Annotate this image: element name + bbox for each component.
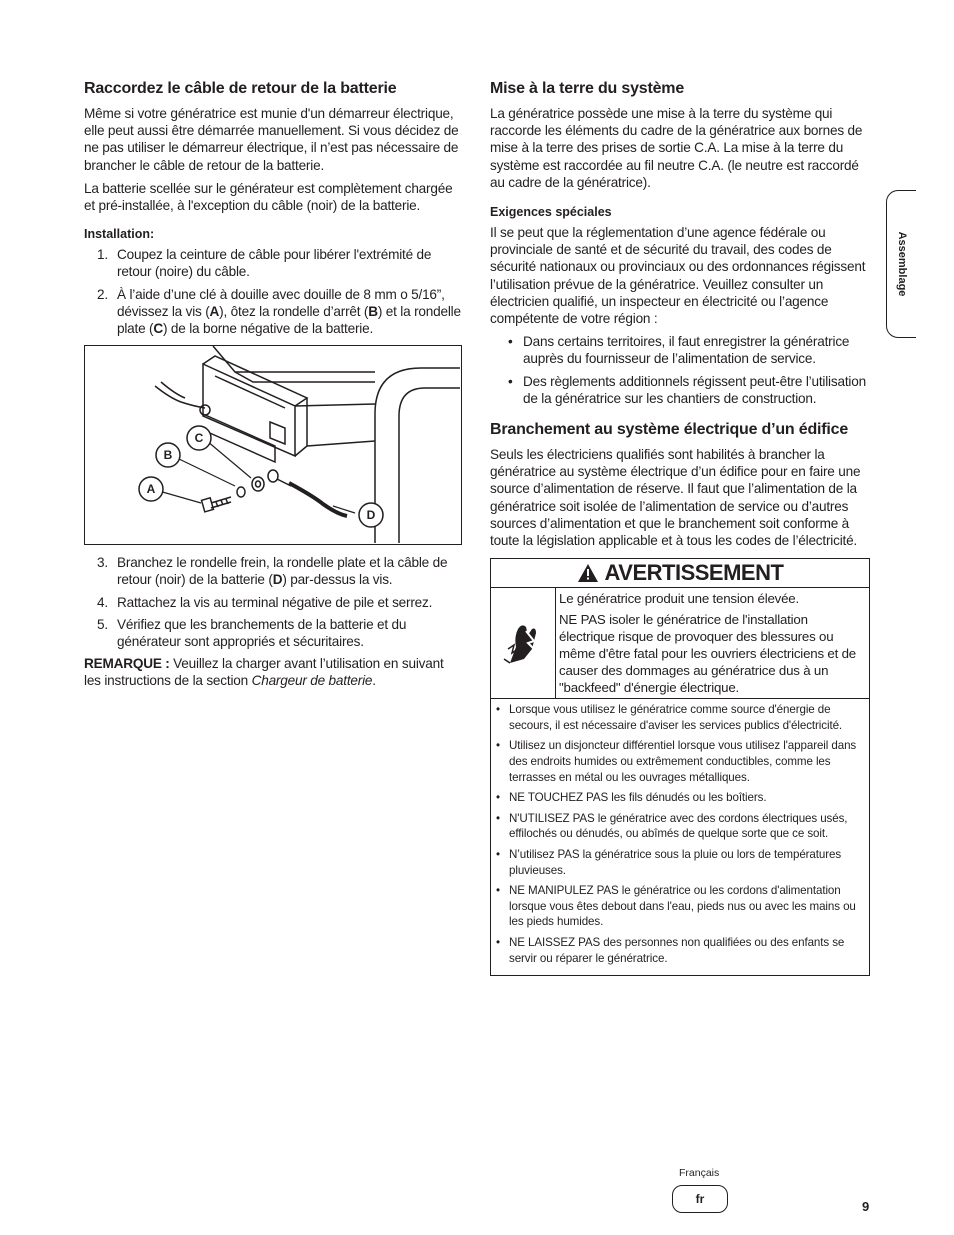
section-heading-building-connection: Branchement au système électrique d’un édifice (490, 421, 849, 439)
paragraph: La génératrice possède une mise à la terre du système qui raccorde les éléments du cadre de la génératrice aux bornes de mise à la terre des prises de sortie C.A. La mise à la terre du système est raccordée au fil neutre C.A. (le neutre est raccordé au cadre de la génératrice). (490, 106, 863, 190)
requirements-list (490, 333, 870, 407)
warning-item: • Utilisez un disjoncteur différentiel lorsque vous utilisez l'appareil dans des endroits humides ou extrêmement conductibles, comme les terrasses en métal ou les ouvrages métalliques. (491, 738, 863, 785)
installation-heading: Installation: (84, 227, 155, 242)
paragraph: Il se peut que la réglementation d’une agence fédérale ou provinciale de santé et de sécurité du travail, des codes de sécurité nationaux ou provinciaux ou des ordonnances régissent l’utilisation prévue de la génératrice. Veuillez consulter un électricien qualifié, un inspecteur en électricité ou l’agence compétente de votre région : (490, 225, 866, 327)
warning-header (491, 559, 869, 588)
installation-steps (84, 246, 462, 337)
electric-shock-icon-cell (491, 588, 556, 698)
callout-c: C (194, 431, 204, 446)
warning-triangle-icon (577, 563, 599, 583)
paragraph: La batterie scellée sur le générateur est complètement chargée et pré-installée, à l'exception du câble (noir) de la batterie. (84, 180, 453, 214)
right-column (490, 80, 870, 976)
battery-cable-illustration (84, 345, 462, 545)
warning-line: Le génératrice produit une tension élevée. (559, 591, 799, 607)
warning-item: • NE MANIPULEZ PAS le génératrice ou les cordons d'alimentation lorsque vous êtes debout dans l'eau, pieds nus ou avec les mains ou les pieds humides. (491, 883, 863, 930)
page-number: 9 (862, 1199, 870, 1214)
language-code-badge: fr (672, 1185, 728, 1213)
section-heading-grounding: Mise à la terre du système (490, 80, 685, 97)
warning-body (491, 588, 869, 699)
subheading-special-requirements: Exigences spéciales (490, 205, 612, 220)
warning-item: • Lorsque vous utilisez le génératrice comme source d'énergie de secours, il est nécessaire d'aviser les services publics d'électricité. (491, 702, 863, 733)
paragraph: Seuls les électriciens qualifiés sont habilités à brancher la génératrice au système électrique d’un édifice pour en faire une source d’alimentation de réserve. Il faut que l’alimentation de la génératrice soit isolée de l’alimentation de service ou d’autres sources d’alimentation et que le branchement soit conforme à toute la législation applicable et à tous les codes de l’électricité. (490, 447, 861, 549)
list-item: • Dans certains territoires, il faut enregistrer la génératrice auprès du fournisseur de l’alimentation de service. (490, 333, 870, 367)
warning-item: • NE LAISSEZ PAS des personnes non qualifiées ou des enfants se servir ou réparer le génératrice. (491, 935, 863, 966)
paragraph: Même si votre génératrice est munie d'un démarreur électrique, elle peut aussi être démarrée manuellement. Si vous décidez de ne pas utiliser le démarreur électrique, il n’est pas nécessaire de brancher le câble de retour de la batterie. (84, 106, 459, 173)
list-item: • Des règlements additionnels régissent peut-être l’utilisation de la génératrice sur les chantiers de construction. (490, 373, 870, 407)
callout-d: D (366, 508, 376, 523)
step-item: 3. Branchez le rondelle frein, la rondelle plate et la câble de retour (noir) de la batterie (D) par-dessus la vis. (97, 555, 448, 588)
warning-text (556, 588, 869, 698)
callout-b: B (163, 448, 173, 463)
warning-item: • NE TOUCHEZ PAS les fils dénudés ou les boîtiers. (491, 790, 863, 806)
warning-line: NE PAS isoler le génératrice de l'installation électrique risque de provoquer des blessures ou même d'être fatal pour les ouvriers électriciens et de causer des dommages au génératrice dus à un "backfeed" d'énergie électrique. (559, 612, 856, 696)
callout-a: A (146, 482, 156, 497)
step-item: 4. Rattachez la vis au terminal négative de pile et serrez. (97, 594, 433, 610)
section-heading-battery-cable: Raccordez le câble de retour de la batterie (84, 80, 397, 97)
warning-title: AVERTISSEMENT (604, 560, 784, 586)
installation-steps-continued (84, 554, 462, 650)
battery-diagram (85, 346, 460, 543)
warning-box (490, 558, 870, 976)
warning-item: • N’utilisez PAS la génératrice sous la pluie ou lors de températures pluvieuses. (491, 847, 863, 878)
note: REMARQUE : Veuillez la charger avant l’utilisation en suivant les instructions de la section Chargeur de batterie. (84, 656, 444, 689)
section-tab-label: Assemblage (895, 231, 908, 297)
warning-item: • N'UTILISEZ PAS le génératrice avec des cordons électriques usés, effilochés ou dénudés, ou abîmés de quelque sorte que ce soit. (491, 811, 863, 842)
step-item: 1. Coupez la ceinture de câble pour libérer l'extrémité de retour (noire) du câble. (97, 247, 432, 280)
warning-list (491, 699, 869, 975)
section-tab (886, 190, 916, 338)
left-column (84, 80, 462, 696)
electric-shock-icon (502, 619, 544, 667)
step-item: 5. Vérifiez que les branchements de la batterie et du générateur sont appropriés et sécuritaires. (97, 616, 407, 650)
language-label: Français (679, 1167, 720, 1179)
step-item: 2. À l’aide d’une clé à douille avec douille de 8 mm o 5/16”, dévissez la vis (A), ôtez la rondelle d’arrêt (B) et la rondelle plate (C) de la borne négative de la batterie. (97, 286, 461, 337)
